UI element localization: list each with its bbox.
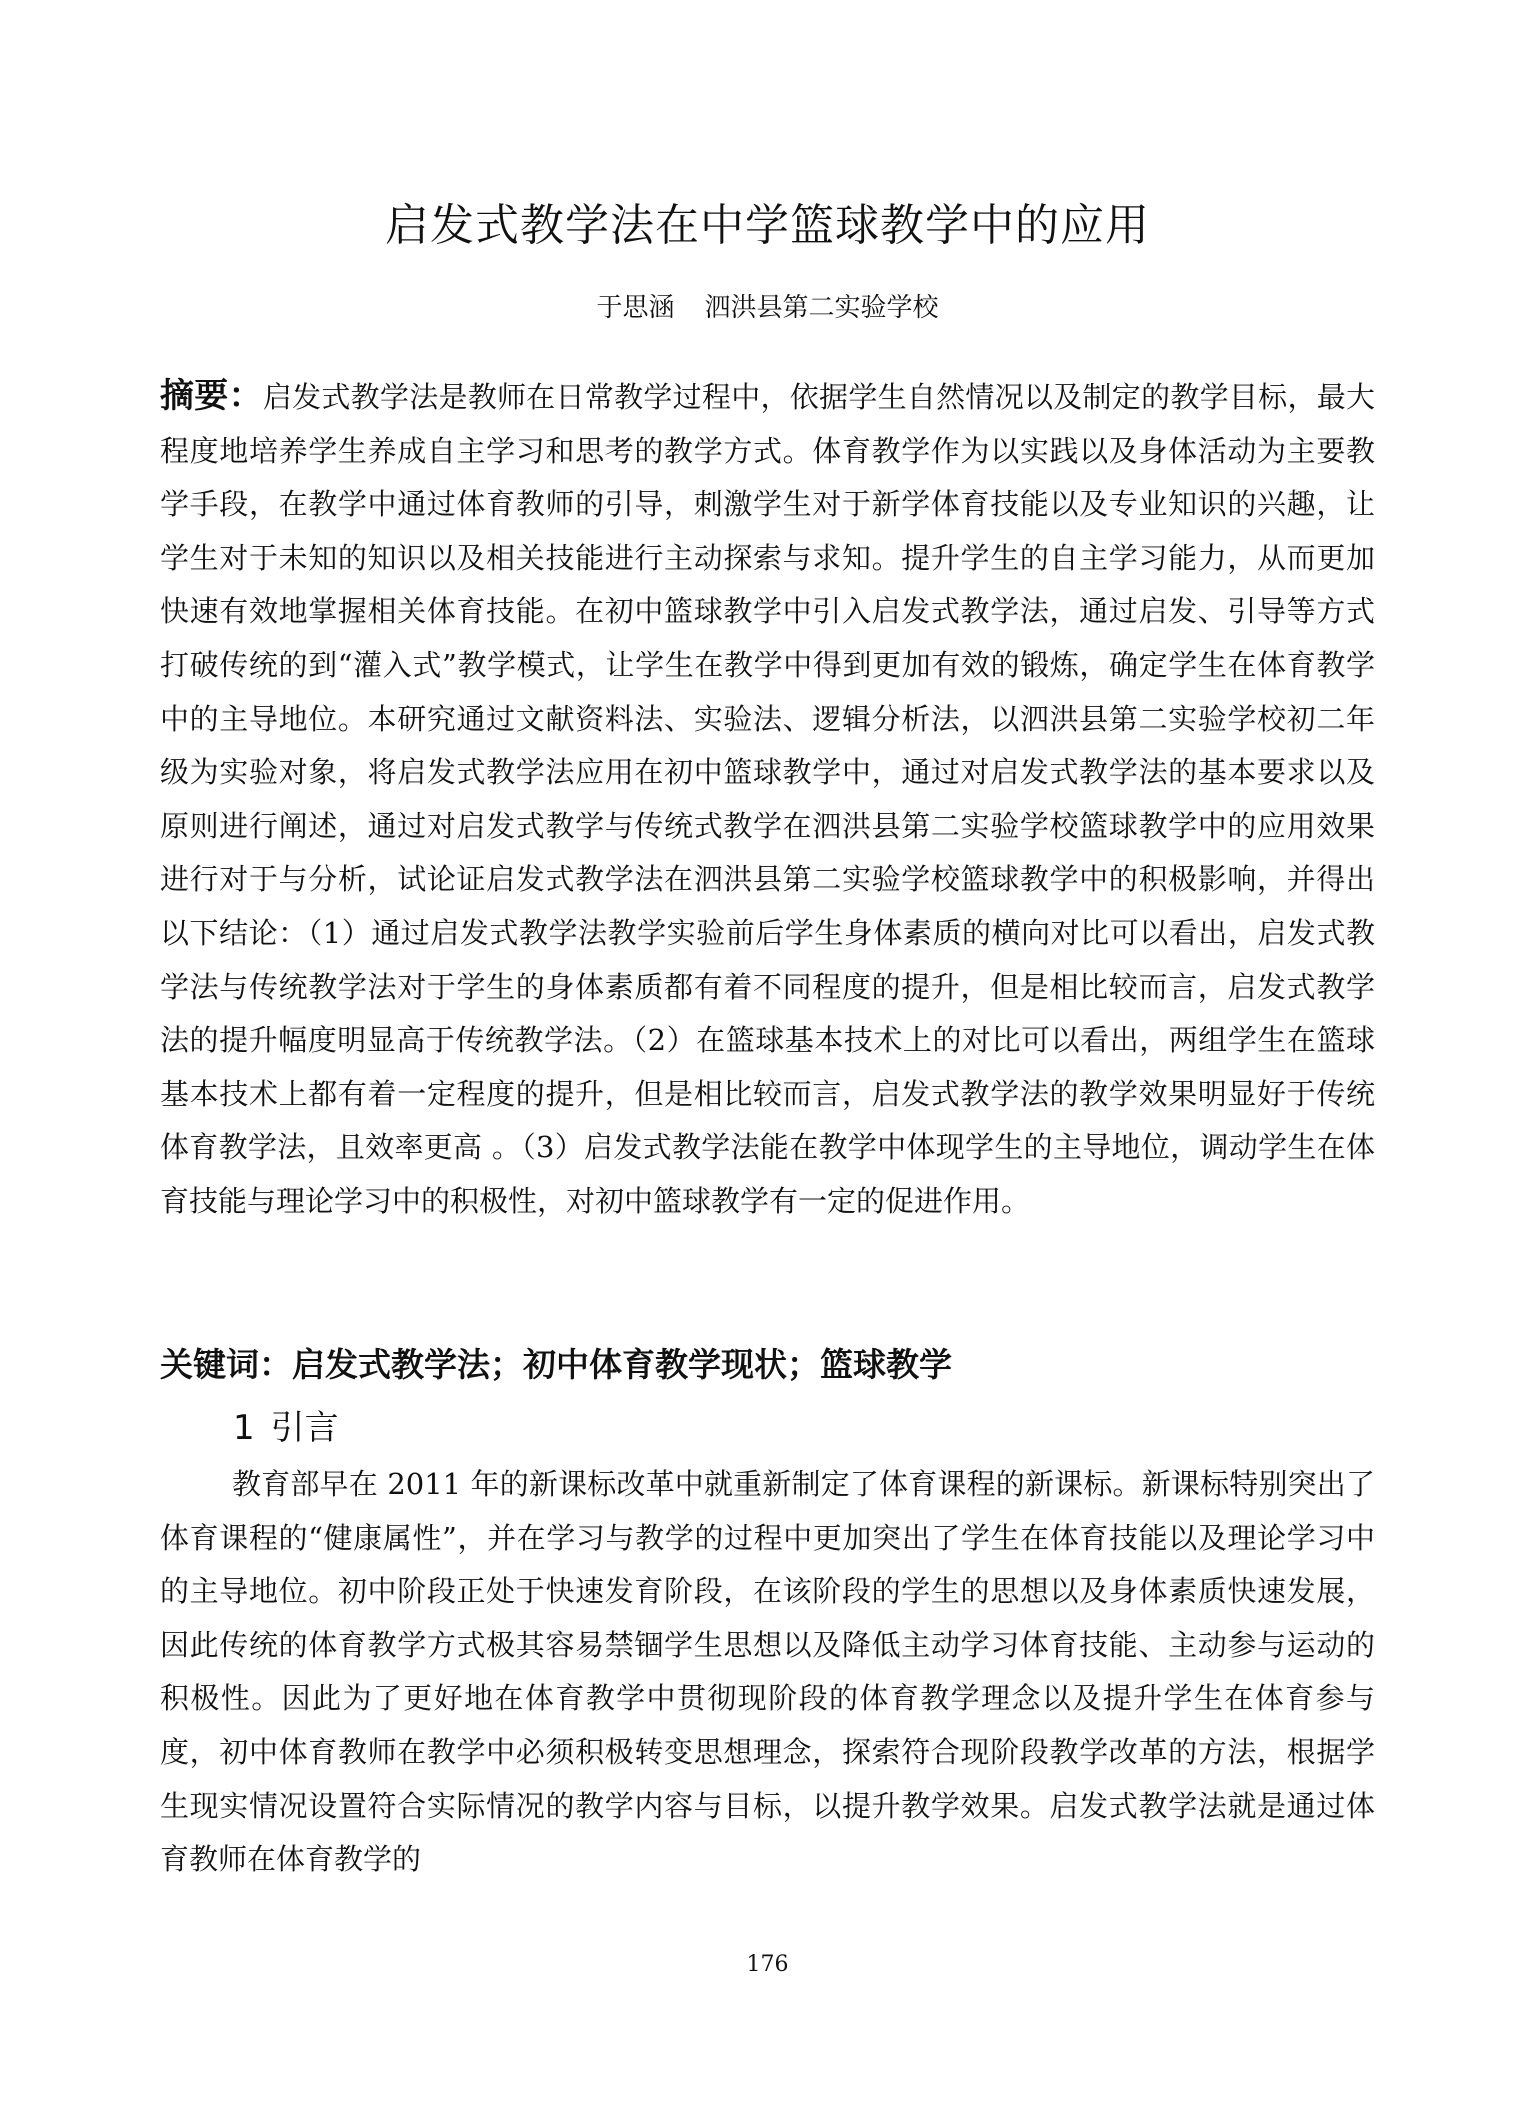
abstract-label: 摘要： xyxy=(160,376,263,416)
section-body: 教育部早在 2011 年的新课标改革中就重新制定了体育课程的新课标。新课标特别突出了体育课程的“健康属性”，并在学习与教学的过程中更加突出了学生在体育技能以及理论学习中的主导地位。初中阶段正处于快速发育阶段，在该阶段的学生的思想以及身体素质快速发展，因此传统的体育教学方式极其容易禁锢学生思想以及降低主动学习体育技能、主动参与运动的积极性。因此为了更好地在体育教学中贯彻现阶段的体育教学理念以及提升学生在体育参与度，初中体育教师在教学中必须积极转变思想理念，探索符合现阶段教学改革的方法，根据学生现实情况设置符合实际情况的教学内容与目标，以提升教学效果。启发式教学法就是通过体育教师在体育教学的 xyxy=(160,1467,1375,1877)
byline xyxy=(0,290,1535,326)
section-title: 引言 xyxy=(270,1408,339,1448)
section-heading xyxy=(233,1403,339,1453)
section-number: 1 xyxy=(233,1408,255,1448)
page-number: 176 xyxy=(746,1952,789,1977)
paper-title: 启发式教学法在中学篮球教学中的应用 xyxy=(385,200,1150,251)
keywords: 关键词：启发式教学法；初中体育教学现状；篮球教学 xyxy=(160,1345,952,1384)
author-affiliation: 泗洪县第二实验学校 xyxy=(704,293,939,323)
author-name: 于思涵 xyxy=(596,293,675,323)
abstract xyxy=(160,370,1375,1229)
abstract-text: 启发式教学法是教师在日常教学过程中，依据学生自然情况以及制定的教学目标，最大程度地培养学生养成自主学习和思考的教学方式。体育教学作为以实践以及身体活动为主要教学手段，在教学中通过体育教师的引导，刺激学生对于新学体育技能以及专业知识的兴趣，让学生对于未知的知识以及相关技能进行主动探索与求知。提升学生的自主学习能力，从而更加快速有效地掌握相关体育技能。在初中篮球教学中引入启发式教学法，通过启发、引导等方式打破传统的到“灌入式”教学模式，让学生在教学中得到更加有效的锻炼，确定学生在体育教学中的主导地位。本研究通过文献资料法、实验法、逻辑分析法，以泗洪县第二实验学校初二年级为实验对象，将启发式教学法应用在初中篮球教学中，通过对启发式教学法的基本要求以及原则进行阐述，通过对启发式教学与传统式教学在泗洪县第二实验学校篮球教学中的应用效果进行对于与分析，试论证启发式教学法在泗洪县第二实验学校篮球教学中的积极影响，并得出以下结论：（1）通过启发式教学法教学实验前后学生身体素质的横向对比可以看出，启发式教学法与传统教学法对于学生的身体素质都有着不同程度的提升，但是相比较而言，启发式教学法的提升幅度明显高于传统教学法。（2）在篮球基本技术上的对比可以看出，两组学生在篮球基本技术上都有着一定程度的提升，但是相比较而言，启发式教学法的教学效果明显好于传统体育教学法，且效率更高 。（3）启发式教学法能在教学中体现学生的主导地位，调动学生在体育技能与理论学习中的积极性，对初中篮球教学有一定的促进作用。 xyxy=(160,380,1375,1218)
